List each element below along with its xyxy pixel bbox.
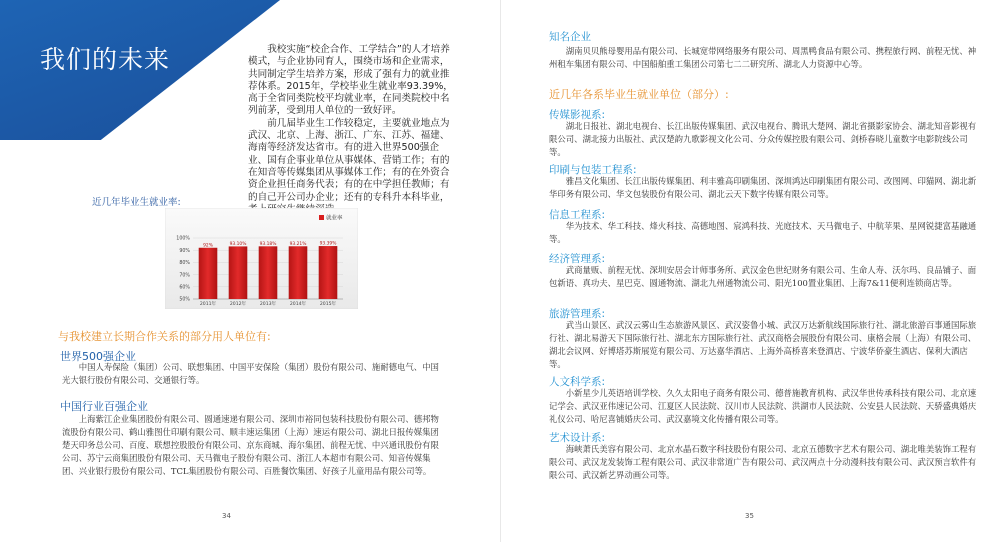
top100-text: 上海紫江企业集团股份有限公司、圆通速递有限公司、深圳市裕同包装科技股份有限公司、德邦物流股份有限公司、鹤山雅图仕印刷有限公司、顺丰速运集团（上海）速运有限公司、湖北日报传媒集团楚天印务总公司、百度、联想控股股份有限公司、京东商城、海尔集团、前程无忧、中兴通讯股份有限公司、苏宁云商集团股份有限公司、天马微电子股份有限公司、浙江人本超市有限公司、知音传媒集团、兴业银行股份有限公司、TCL集团股份有限公司、百胜餐饮集团、好孩子儿童用品有限公司等。 xyxy=(62,414,439,476)
chart-bar xyxy=(319,246,338,299)
right-page xyxy=(500,0,1000,542)
dept-humanities-title: 人文科学系: xyxy=(549,376,606,388)
x-tick-label: 2013年 xyxy=(259,302,277,307)
employment-rate-chart xyxy=(165,208,358,309)
dept-printing-title: 印刷与包装工程系: xyxy=(549,164,637,176)
dept-info-text: 华为技术、华工科技、烽火科技、高德地图、宸鸿科技、光庭技术、天马微电子、中航苹果、星网锐捷富基融通等。 xyxy=(549,221,977,244)
famous-companies-title: 知名企业 xyxy=(549,31,591,43)
chart-bar xyxy=(259,246,278,299)
fortune500-text: 中国人寿保险（集团）公司、联想集团、中国平安保险（集团）股份有限公司、施耐德电气、中国光大银行股份有限公司、交通银行等。 xyxy=(62,362,439,385)
chart-bar xyxy=(289,246,308,299)
x-tick-label: 2011年 xyxy=(199,302,217,307)
intro-text xyxy=(248,44,458,216)
dept-art-title: 艺术设计系: xyxy=(549,432,606,444)
dept-art-text: 海峡萧氏美容有限公司、北京水晶石数字科技股份有限公司、北京五德数字艺术有限公司、湖北唯美装饰工程有限公司、武汉龙发装饰工程有限公司、武汉非常道广告有限公司、武汉两点十分动漫科技有限公司、武汉预言软件有限公司、武汉新艺界动画公司等。 xyxy=(549,444,977,480)
y-tick-label: 70% xyxy=(179,273,190,279)
y-tick-label: 50% xyxy=(179,297,190,303)
dept-tourism-title: 旅游管理系: xyxy=(549,308,606,320)
dept-media-title: 传媒影视系: xyxy=(549,109,606,121)
page-number-left: 34 xyxy=(222,512,231,520)
employers-section-title: 近几年各系毕业生就业单位（部分）: xyxy=(549,88,729,101)
legend-swatch xyxy=(319,215,324,220)
partners-section-title: 与我校建立长期合作关系的部分用人单位有: xyxy=(58,330,271,343)
dept-economics-text: 武商量贩、前程无忧、深圳安居会计师事务所、武汉金色世纪财务有限公司、生命人寿、沃尔玛、良品铺子、面包新语、真功夫、星巴克、圆通物流、湖北九州通物流公司、阳光100置业集团、上海7&11便利连锁商店等。 xyxy=(549,265,977,288)
top100-title: 中国行业百强企业 xyxy=(60,400,148,413)
dept-humanities-text: 小新星少儿英语培训学校、久久太阳电子商务有限公司、德普施教育机构、武汉华世传承科技有限公司、北京速记学会、武汉亚伟速记公司、江夏区人民法院、汉川市人民法院、洪湖市人民法院、公安县人民法院、天骄盛典婚庆礼仪公司、哈尼喜铺婚庆公司、武汉嘉境文化传播有限公司等。 xyxy=(549,388,977,424)
bar-value-label: 92% xyxy=(203,243,213,249)
intro-paragraph-1: 我校实施“校企合作、工学结合”的人才培养模式，与企业协同育人，围绕市场和企业需求，共同制定学生培养方案，形成了强有力的就业推荐体系。2015年，学校毕业生就业率93.39%，高于全省同类院校平均就业率，在同类院校中名列前茅，受到用人单位的一致好评。 xyxy=(248,44,453,117)
dept-printing-text: 雅昌文化集团、长江出版传媒集团、利丰雅高印刷集团、深圳鸿达印刷集团有限公司、改图网、印猫网、湖北新华印务有限公司、华文包装股份有限公司、湖北云天下数字传媒有限公司等。 xyxy=(549,176,977,199)
x-tick-label: 2014年 xyxy=(289,302,307,307)
y-tick-label: 80% xyxy=(179,261,190,267)
dept-tourism-text: 武当山景区、武汉云雾山生态旅游风景区、武汉姿鲁小城、武汉万达新航线国际旅行社、湖北旅游百事通国际旅行社、湖北易游天下国际旅行社、湖北东方国际旅行社、武汉商格会展股份有限公司、康格会展（上海）有限公司、湖北会议网、好博塔苏斯展览有限公司、万达嘉华酒店、上海外高桥喜来登酒店、宁波华侨豪生酒店、保利大酒店等。 xyxy=(549,320,977,369)
dept-economics-title: 经济管理系: xyxy=(549,253,606,265)
bar-value-label: 93.10% xyxy=(229,241,247,247)
y-tick-label: 90% xyxy=(179,248,190,254)
chart-caption: 近几年毕业生就业率: xyxy=(92,197,181,208)
page-number-right: 35 xyxy=(745,512,754,520)
y-tick-label: 60% xyxy=(179,285,190,291)
dept-media-text: 湖北日报社、湖北电视台、长江出版传媒集团、武汉电视台、腾讯大楚网、湖北省摄影家协会、湖北知音影视有限公司、湖北接力出版社、武汉楚韵九歌影视文化公司、分众传媒控股有限公司、剑桥春晓儿童数字电影院线公司等。 xyxy=(549,121,977,157)
y-tick-label: 100% xyxy=(176,236,190,242)
fortune500-title: 世界500强企业 xyxy=(60,350,136,363)
x-tick-label: 2012年 xyxy=(229,302,247,307)
chart-bar xyxy=(199,248,218,299)
page-title: 我们的未来 xyxy=(40,45,171,74)
famous-companies-text: 湖南贝贝熊母婴用品有限公司、长城宽带网络服务有限公司、周黑鸭食品有限公司、携程旅行网、前程无忧、神州租车集团有限公司、中国船舶重工集团公司第七二二研究所、湖北人力资源中心等。 xyxy=(549,46,977,69)
legend-label: 就业率 xyxy=(326,215,343,222)
chart-bar xyxy=(229,246,248,299)
bar-value-label: 93.39% xyxy=(319,241,337,247)
dept-info-title: 信息工程系: xyxy=(549,209,606,221)
bar-value-label: 93.18% xyxy=(259,241,277,247)
x-tick-label: 2015年 xyxy=(319,302,337,307)
bar-value-label: 93.21% xyxy=(289,241,307,247)
intro-paragraph-2: 前几届毕业生工作较稳定，主要就业地点为武汉、北京、上海、浙江、广东、江苏、福建、海南等经济发达省市。有的进入世界500强企业、国有企事业单位从事媒体、营销工作；有的在知音等传媒集团从事媒体工作；有的在外资合资企业担任商务代表；有的在中学担任教师；有的自己开公司办企业；还有的专科升本科毕业， xyxy=(248,117,450,203)
